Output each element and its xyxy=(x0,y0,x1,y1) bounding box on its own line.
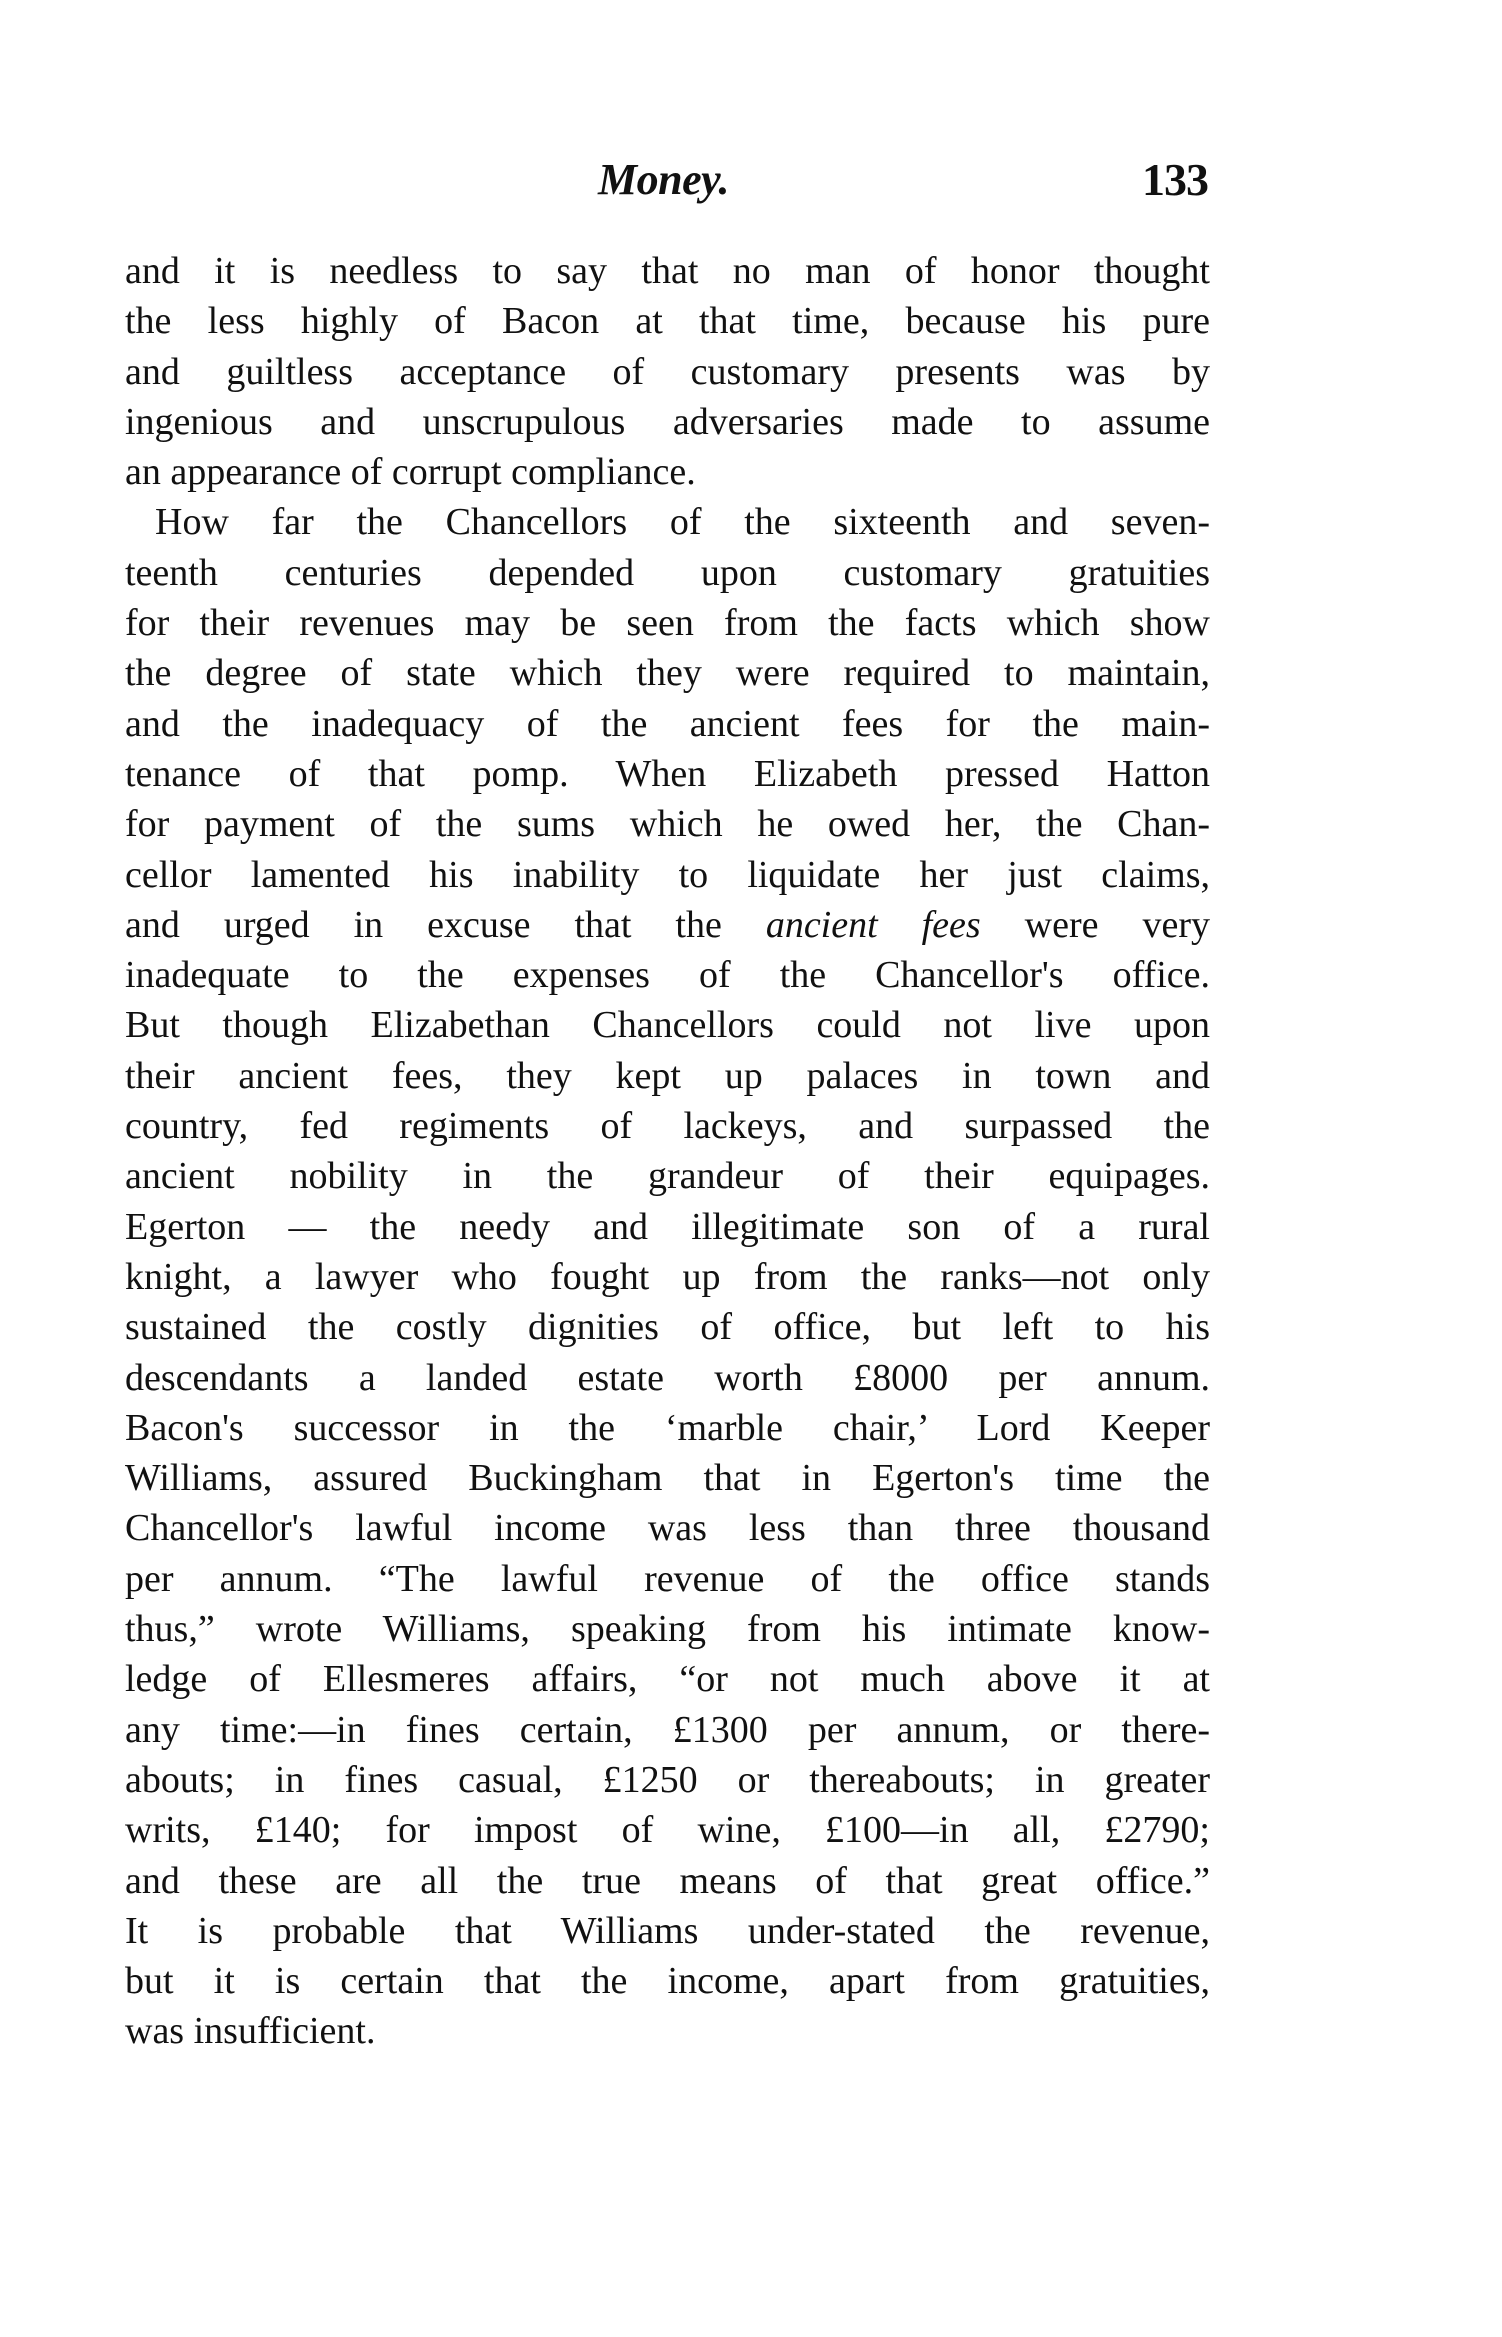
text-line: and the inadequacy of the ancient fees for the main- xyxy=(125,702,1210,745)
line-text: and urged in excuse that the xyxy=(125,903,766,946)
text-line: any time:—in fines certain, £1300 per annum, or there- xyxy=(125,1708,1210,1751)
text-line: and it is needless to say that no man of honor thought xyxy=(125,250,1210,292)
text-line: It is probable that Williams under-stated the revenue, xyxy=(125,1909,1210,1952)
text-line: tenance of that pomp. When Elizabeth pressed Hatton xyxy=(125,752,1210,795)
text-line: was insufficient. xyxy=(125,2010,376,2053)
text-line: for payment of the sums which he owed her, the Chan- xyxy=(125,803,1210,846)
text-line: descendants a landed estate worth £8000 per annum. xyxy=(125,1356,1210,1399)
text-line: ancient nobility in the grandeur of their equipages. xyxy=(125,1155,1210,1198)
text-line: thus,” wrote Williams, speaking from his intimate know- xyxy=(125,1608,1210,1651)
body-text xyxy=(125,246,1210,2057)
text-line: their ancient fees, they kept up palaces in town and xyxy=(125,1054,1210,1097)
text-line: But though Elizabethan Chancellors could not live upon xyxy=(125,1004,1210,1047)
text-line: the less highly of Bacon at that time, because his pure xyxy=(125,300,1210,343)
text-line: teenth centuries depended upon customary gratuities xyxy=(125,551,1210,594)
text-line: How far the Chancellors of the sixteenth and seven- xyxy=(155,501,1210,544)
running-title: Money. xyxy=(598,155,730,204)
text-line: country, fed regiments of lackeys, and surpassed the xyxy=(125,1105,1210,1148)
running-head xyxy=(125,150,1210,210)
text-line: sustained the costly dignities of office, but left to his xyxy=(125,1306,1210,1349)
paragraph-1 xyxy=(125,246,1210,497)
text-line: Williams, assured Buckingham that in Egerton's time the xyxy=(125,1457,1210,1500)
text-line: per annum. “The lawful revenue of the office stands xyxy=(125,1557,1210,1600)
text-line: abouts; in fines casual, £1250 or thereabouts; in greater xyxy=(125,1758,1210,1801)
page-number: 133 xyxy=(1142,154,1208,205)
text-line: cellor lamented his inability to liquidate her just claims, xyxy=(125,853,1210,896)
text-line: an appearance of corrupt compliance. xyxy=(125,451,696,494)
text-line: writs, £140; for impost of wine, £100—in all, £2790; xyxy=(125,1809,1210,1852)
emphasis-ancient-fees: ancient fees xyxy=(765,903,981,946)
text-line: and guiltless acceptance of customary presents was by xyxy=(125,350,1210,393)
line-text: were very xyxy=(980,903,1210,946)
text-line: Chancellor's lawful income was less than three thousand xyxy=(125,1507,1210,1550)
text-line: Egerton — the needy and illegitimate son of a rural xyxy=(125,1205,1210,1248)
text-line: and these are all the true means of that great office.” xyxy=(125,1859,1210,1902)
text-line: Bacon's successor in the ‘marble chair,’ Lord Keeper xyxy=(125,1406,1210,1449)
text-line: the degree of state which they were required to maintain, xyxy=(125,652,1210,695)
text-line-with-emphasis xyxy=(125,900,1210,950)
text-line: ingenious and unscrupulous adversaries made to assume xyxy=(125,400,1210,443)
paragraph-2 xyxy=(125,497,1210,2056)
text-line: but it is certain that the income, apart from gratuities, xyxy=(125,1960,1210,2003)
text-line: knight, a lawyer who fought up from the ranks—not only xyxy=(125,1255,1210,1298)
text-line: ledge of Ellesmeres affairs, “or not much above it at xyxy=(125,1658,1210,1701)
text-line: inadequate to the expenses of the Chancellor's office. xyxy=(125,954,1210,997)
text-line: for their revenues may be seen from the facts which show xyxy=(125,602,1210,645)
